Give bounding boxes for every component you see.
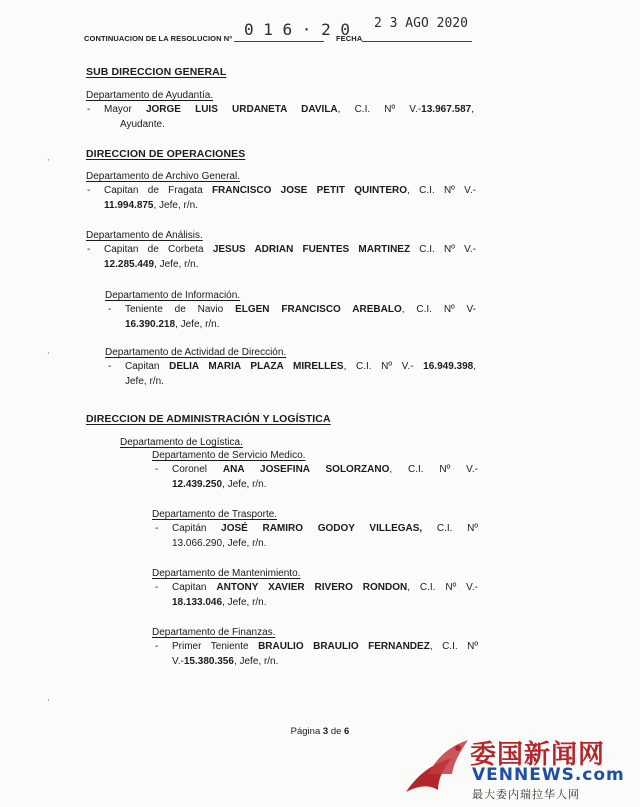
entry-line: Coronel ANA JOSEFINA SOLORZANO, C.I. Nº V.- bbox=[172, 464, 478, 475]
site-watermark bbox=[398, 734, 636, 804]
person-name: JORGE LUIS URDANETA DAVILA bbox=[145, 104, 338, 115]
section-title: DIRECCION DE OPERACIONES bbox=[86, 148, 246, 160]
personnel-entry bbox=[87, 242, 476, 272]
watermark-title: 委国新闻网 bbox=[470, 740, 606, 770]
personnel-entry bbox=[155, 639, 478, 669]
person-name: DELIA MARIA PLAZA MIRELLES bbox=[169, 361, 344, 372]
person-name: ANA JOSEFINA SOLORZANO bbox=[222, 464, 390, 475]
entry-line: Capitán JOSÉ RAMIRO GODOY VILLEGAS, C.I. Nº bbox=[172, 523, 478, 534]
person-ci: 13.066.290 bbox=[172, 538, 223, 549]
list-dash: - bbox=[87, 185, 91, 196]
entry-line: Teniente de Navio ELGEN FRANCISCO AREBALO, C.I. Nº V- bbox=[125, 304, 476, 315]
personnel-entry bbox=[108, 302, 476, 332]
resolution-header bbox=[84, 14, 484, 48]
entry-line: Capitan de Corbeta JESUS ADRIAN FUENTES MARTINEZ C.I. Nº V.- bbox=[104, 244, 476, 255]
personnel-entry bbox=[155, 580, 478, 610]
person-ci: 18.133.046 bbox=[172, 597, 223, 608]
department-name: Departamento de Mantenimiento. bbox=[152, 568, 301, 579]
person-ci: 11.994.875 bbox=[104, 200, 154, 211]
list-dash: - bbox=[155, 641, 159, 652]
person-ci: 12.285.449 bbox=[104, 259, 155, 270]
entry-line-2: 12.285.449, Jefe, r/n. bbox=[104, 259, 199, 270]
entry-line: Primer Teniente BRAULIO BRAULIO FERNANDEZ, C.I. Nº bbox=[172, 641, 478, 652]
entry-line-2: 16.390.218, Jefe, r/n. bbox=[125, 319, 220, 330]
department-name: Departamento de Trasporte. bbox=[152, 509, 278, 520]
person-name: JOSÉ RAMIRO GODOY VILLEGAS, bbox=[221, 523, 423, 534]
personnel-entry bbox=[155, 521, 478, 551]
person-ci: 15.380.356 bbox=[183, 656, 234, 667]
person-name: FRANCISCO JOSE PETIT QUINTERO bbox=[211, 185, 408, 196]
scan-mark: , bbox=[47, 345, 50, 355]
watermark-subtitle: 最大委内瑞拉华人网 bbox=[472, 788, 580, 801]
entry-line: Capitan DELIA MARIA PLAZA MIRELLES, C.I. Nº V.- 16.949.398, bbox=[125, 361, 477, 372]
person-ci: 13.967.587 bbox=[421, 104, 472, 115]
person-ci: 12.439.250 bbox=[172, 479, 223, 490]
entry-line-2: 13.066.290, Jefe, r/n. bbox=[172, 538, 267, 549]
list-dash: - bbox=[155, 523, 159, 534]
date-line bbox=[362, 41, 472, 42]
list-dash: - bbox=[87, 104, 91, 115]
entry-role: Ayudante. bbox=[120, 119, 165, 130]
personnel-entry bbox=[108, 359, 477, 389]
person-name: ELGEN FRANCISCO AREBALO bbox=[235, 304, 402, 315]
person-ci: 16.390.218 bbox=[125, 319, 176, 330]
personnel-entry bbox=[87, 183, 476, 213]
page-number: 3 bbox=[322, 726, 329, 737]
department-name: Departamento de Logística. bbox=[120, 437, 243, 448]
department-name: Departamento de Análisis. bbox=[86, 230, 203, 241]
continuation-label: CONTINUACION DE LA RESOLUCION Nº bbox=[84, 34, 233, 43]
list-dash: - bbox=[108, 361, 112, 372]
dove-logo-icon bbox=[398, 734, 474, 804]
section-title: DIRECCION DE ADMINISTRACIÓN Y LOGÍSTICA bbox=[86, 413, 331, 425]
person-ci: 16.949.398 bbox=[423, 361, 474, 372]
person-name: JESUS ADRIAN FUENTES MARTINEZ bbox=[212, 244, 411, 255]
list-dash: - bbox=[108, 304, 112, 315]
person-name: ANTONY XAVIER RIVERO RONDON bbox=[216, 582, 408, 593]
date-label: FECHA bbox=[336, 34, 363, 43]
list-dash: - bbox=[155, 582, 159, 593]
resolution-number: 0 1 6 · 2 0 bbox=[244, 20, 350, 39]
entry-line: Mayor JORGE LUIS URDANETA DAVILA, C.I. Nº V.-13.967.587, bbox=[104, 104, 475, 115]
entry-line-2: V.-15.380.356, Jefe, r/n. bbox=[172, 656, 279, 667]
entry-line: Capitan ANTONY XAVIER RIVERO RONDON, C.I. Nº V.- bbox=[172, 582, 478, 593]
department-name: Departamento de Actividad de Dirección. bbox=[105, 347, 287, 358]
entry-line: Capitan de Fragata FRANCISCO JOSE PETIT QUINTERO, C.I. Nº V.- bbox=[104, 185, 476, 196]
scan-mark: , bbox=[47, 692, 50, 702]
entry-role: Jefe, r/n. bbox=[125, 376, 164, 387]
entry-line-2: 12.439.250, Jefe, r/n. bbox=[172, 479, 267, 490]
department-name: Departamento de Ayudantía. bbox=[86, 90, 214, 101]
department-name: Departamento de Servicio Medico. bbox=[152, 450, 306, 461]
section-title: SUB DIRECCION GENERAL bbox=[86, 66, 227, 78]
page-footer: Página 3 de 6 bbox=[290, 726, 350, 737]
scan-mark: , bbox=[47, 152, 50, 162]
list-dash: - bbox=[155, 464, 159, 475]
department-name: Departamento de Archivo General. bbox=[86, 171, 240, 182]
person-name: BRAULIO BRAULIO FERNANDEZ bbox=[258, 641, 430, 652]
number-line bbox=[234, 41, 324, 42]
date-value: 2 3 AGO 2020 bbox=[374, 16, 468, 31]
personnel-entry bbox=[155, 462, 478, 492]
department-name: Departamento de Finanzas. bbox=[152, 627, 276, 638]
page-total: 6 bbox=[344, 726, 350, 737]
personnel-entry bbox=[87, 102, 475, 132]
entry-line-2: 18.133.046, Jefe, r/n. bbox=[172, 597, 267, 608]
department-name: Departamento de Información. bbox=[105, 290, 241, 301]
entry-line-2: 11.994.875, Jefe, r/n. bbox=[104, 200, 198, 211]
watermark-site: VENNEWS.com bbox=[472, 765, 625, 785]
list-dash: - bbox=[87, 244, 91, 255]
